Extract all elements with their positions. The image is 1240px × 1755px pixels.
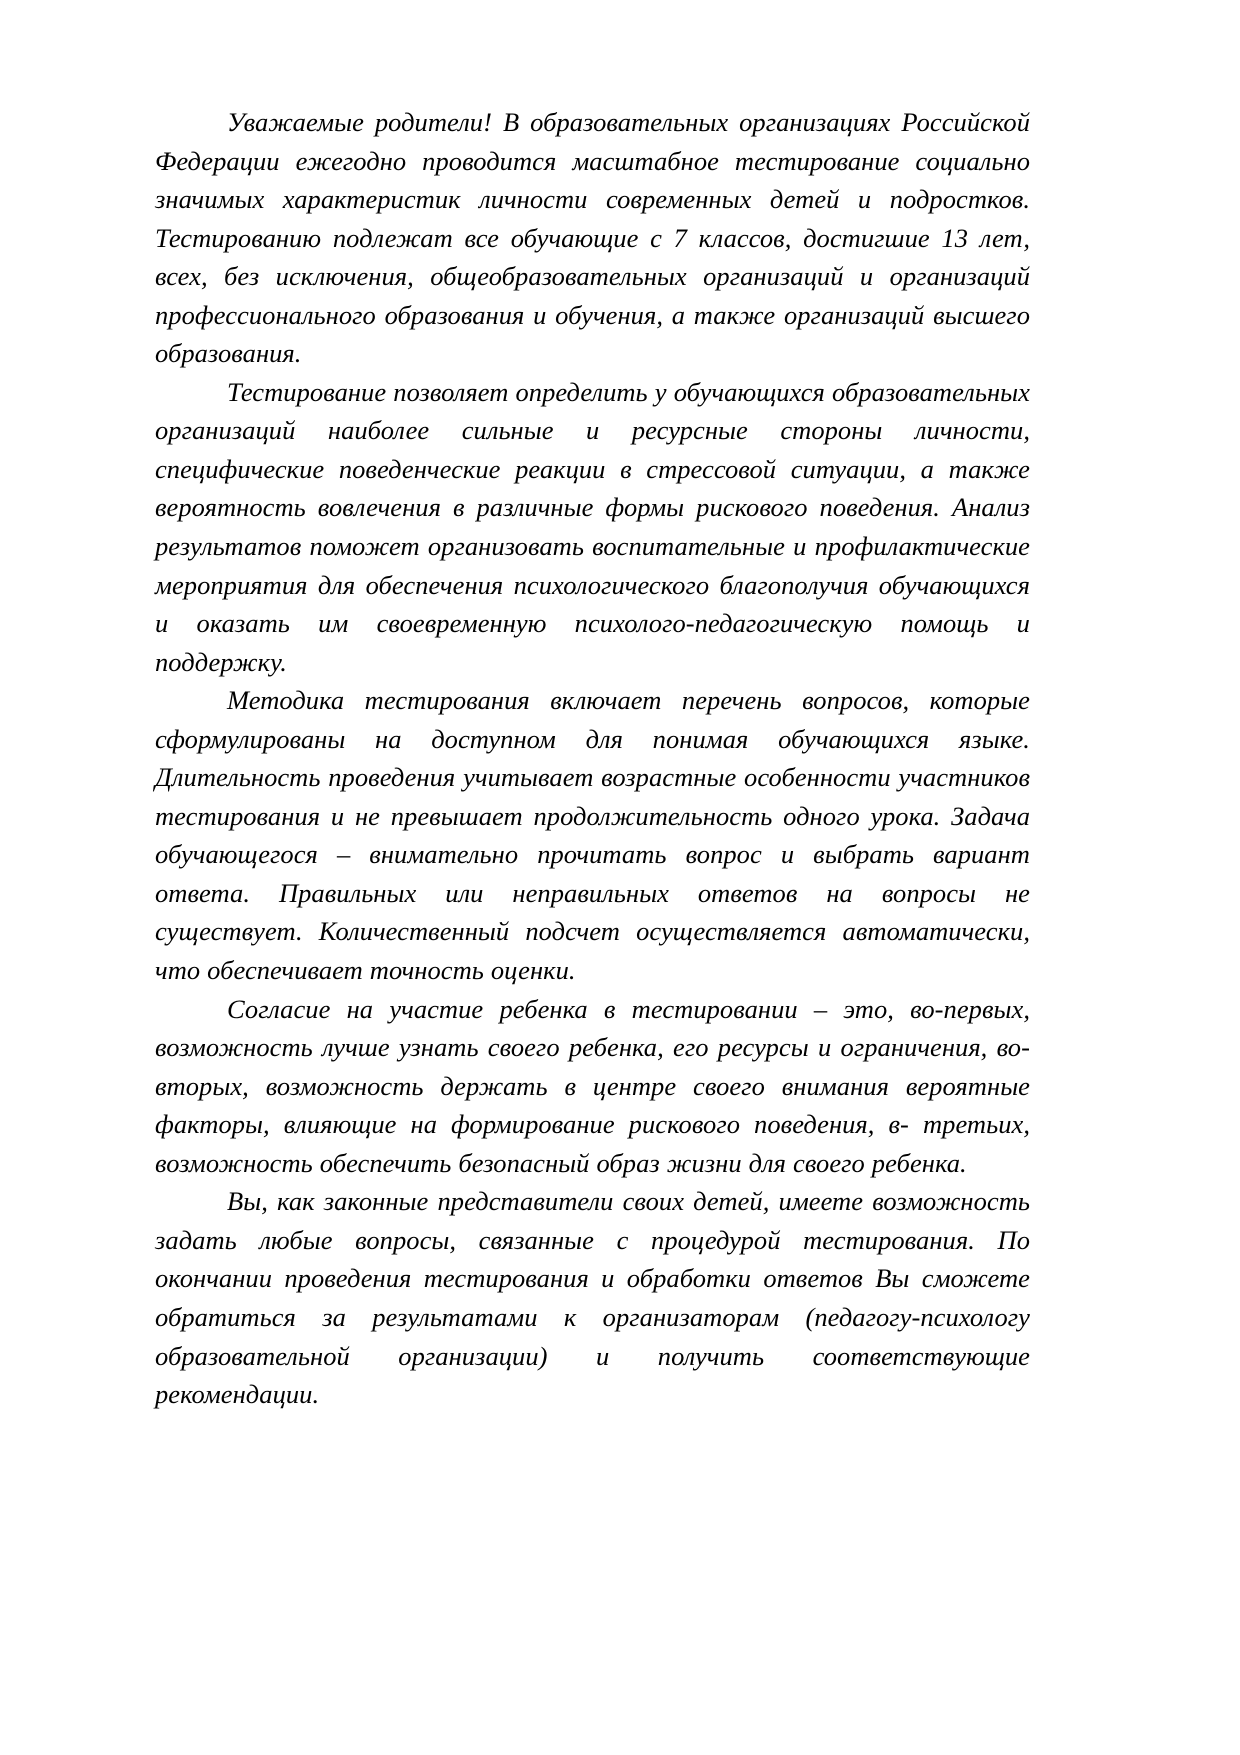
paragraph-what-testing-reveals: Тестирование позволяет определить у обучающихся образовательных организаций наиболее сильные и ресурсные стороны личности, специфические поведенческие реакции в стрессовой ситуации, а также вероятность вовлечения в различные формы рискового поведения. Анализ результатов поможет организовать воспитательные и профилактические мероприятия для обеспечения психологического благополучия обучающихся и оказать им своевременную психолого-педагогическую помощь и поддержку. xyxy=(155,376,1030,677)
paragraph-parent-rights: Вы, как законные представители своих детей, имеете возможность задать любые вопросы, связанные с процедурой тестирования. По окончании проведения тестирования и обработки ответов Вы сможете обратиться за результатами к организаторам (педагогу-психологу образовательной организации) и получить соответствующие рекомендации. xyxy=(155,1186,1030,1410)
paragraph-methodology: Методика тестирования включает перечень вопросов, которые сформулированы на доступном для понимая обучающихся языке. Длительность проведения учитывает возрастные особенности участников тестирования и не превышает продолжительность одного урока. Задача обучающегося – внимательно прочитать вопрос и выбрать вариант ответа. Правильных или неправильных ответов на вопросы не существует. Количественный подсчет осуществляется автоматически, что обеспечивает точность оценки. xyxy=(155,685,1030,986)
paragraph-consent-benefits: Согласие на участие ребенка в тестировании – это, во-первых, возможность лучше узнать своего ребенка, его ресурсы и ограничения, во-вторых, возможность держать в центре своего внимания вероятные факторы, влияющие на формирование рискового поведения, в- третьих, возможность обеспечить безопасный образ жизни для своего ребенка. xyxy=(155,993,1030,1178)
paragraph-intro-testing-scope: Уважаемые родители! В образовательных организациях Российской Федерации ежегодно проводится масштабное тестирование социально значимых характеристик личности современных детей и подростков. Тестированию подлежат все обучающие с 7 классов, достигшие 13 лет, всех, без исключения, общеобразовательных организаций и организаций профессионального образования и обучения, а также организаций высшего образования. xyxy=(155,107,1030,369)
document-text-body xyxy=(155,103,1030,1414)
